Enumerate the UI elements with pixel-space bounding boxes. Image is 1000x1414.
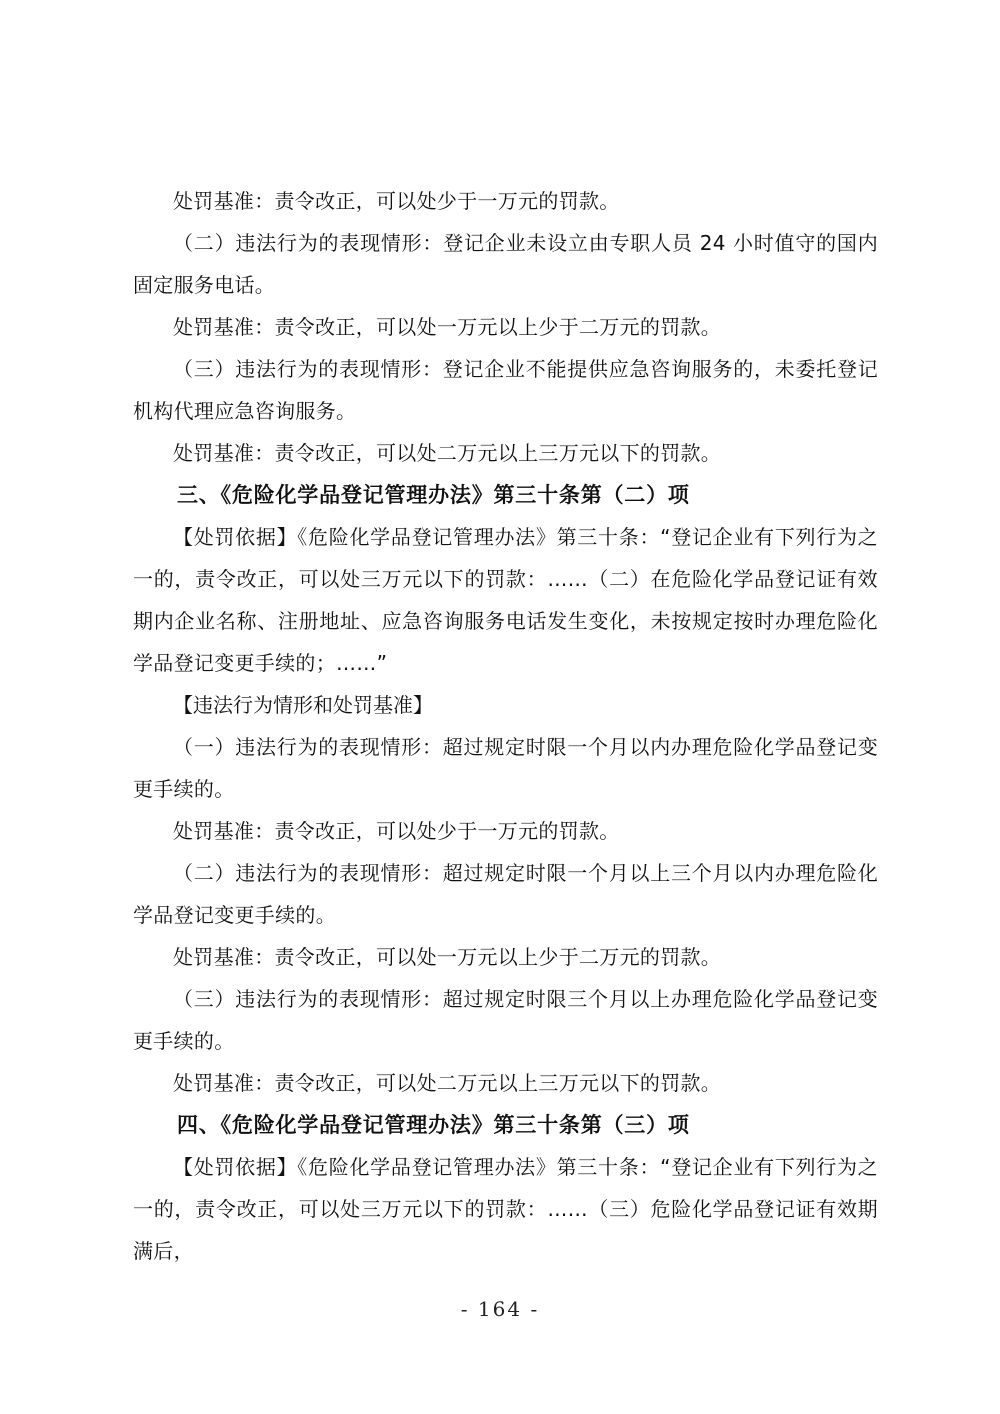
page-number: - 164 -	[460, 1297, 540, 1321]
section-subtitle: 【违法行为情形和处罚基准】	[173, 693, 433, 717]
paragraph: 处罚基准：责令改正，可以处二万元以上三万元以下的罚款。	[173, 441, 722, 465]
paragraph: 处罚基准：责令改正，可以处二万元以上三万元以下的罚款。	[173, 1071, 722, 1095]
section-heading: 三、《危险化学品登记管理办法》第三十条第（二）项	[177, 482, 690, 507]
penalty-basis: 【处罚依据】《危险化学品登记管理办法》第三十条：“登记企业有下列行为之一的，责令改正，可以处三万元以下的罚款：……（二）在危险化学品登记证有效期内企业名称、注册地址、应急咨询服务电话发生变化，未按规定按时办理危险化学品登记变更手续的；……”	[133, 525, 878, 675]
paragraph: 处罚基准：责令改正，可以处少于一万元的罚款。	[173, 819, 620, 843]
penalty-basis: 【处罚依据】《危险化学品登记管理办法》第三十条：“登记企业有下列行为之一的，责令改正，可以处三万元以下的罚款：……（三）危险化学品登记证有效期满后，	[133, 1155, 878, 1263]
paragraph: 处罚基准：责令改正，可以处一万元以上少于二万元的罚款。	[173, 945, 722, 969]
section-heading: 四、《危险化学品登记管理办法》第三十条第（三）项	[177, 1112, 690, 1137]
paragraph: （三）违法行为的表现情形：登记企业不能提供应急咨询服务的，未委托登记机构代理应急咨询服务。	[133, 357, 878, 423]
document-body	[133, 180, 878, 1272]
paragraph: （一）违法行为的表现情形：超过规定时限一个月以内办理危险化学品登记变更手续的。	[133, 735, 878, 801]
paragraph: 处罚基准：责令改正，可以处少于一万元的罚款。	[173, 189, 620, 213]
paragraph: （二）违法行为的表现情形：超过规定时限一个月以上三个月以内办理危险化学品登记变更手续的。	[133, 861, 878, 927]
paragraph: （三）违法行为的表现情形：超过规定时限三个月以上办理危险化学品登记变更手续的。	[133, 987, 878, 1053]
paragraph: （二）违法行为的表现情形：登记企业未设立由专职人员 24 小时值守的国内固定服务电话。	[133, 231, 878, 297]
paragraph: 处罚基准：责令改正，可以处一万元以上少于二万元的罚款。	[173, 315, 722, 339]
